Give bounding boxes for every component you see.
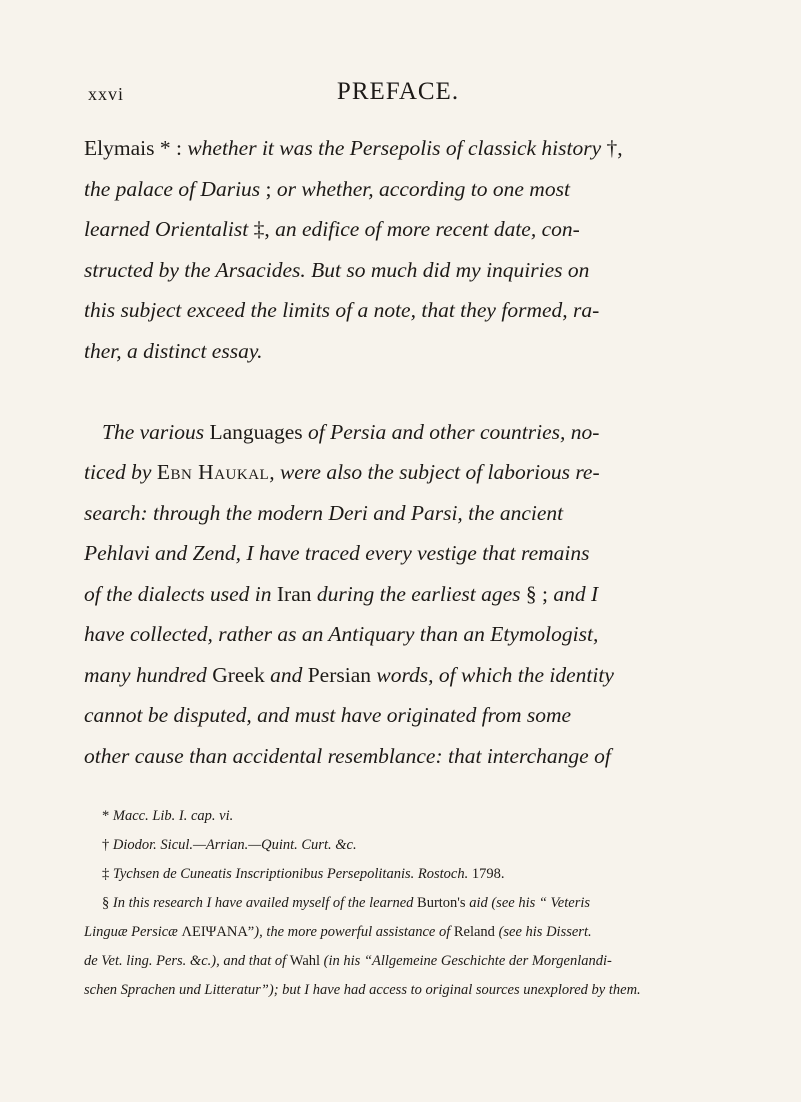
- text-run: The various: [102, 419, 210, 444]
- footnote-4-continued: [84, 947, 712, 976]
- page-title: PREFACE.: [336, 78, 460, 105]
- text-run: (see his Dissert.: [494, 924, 592, 940]
- footnote-4: [84, 889, 712, 918]
- footnote-mark: §: [102, 895, 113, 911]
- text-run: ticed by: [84, 460, 157, 484]
- paragraph-1-line: this subject exceed the limits of a note, that they formed, ra-: [84, 298, 600, 322]
- text-run: Wahl: [289, 953, 321, 969]
- text-run: during the earliest ages: [311, 581, 521, 606]
- paragraph-1-line: [84, 169, 704, 210]
- text-run: Iran: [276, 581, 312, 606]
- footnote-mark: †: [102, 837, 113, 853]
- footnote-mark: *: [102, 808, 113, 824]
- paragraph-1-line: structed by the Arsacides. But so much did my inquiries on: [84, 257, 590, 282]
- paragraph-1-line: [84, 209, 704, 250]
- paragraph-2-line: [84, 655, 704, 696]
- paragraph-1-line: ther, a distinct essay.: [84, 338, 263, 363]
- footnote-2: [84, 831, 712, 860]
- paragraph-2-line: [84, 412, 704, 453]
- paragraph-2-line: other cause than accidental resemblance: that interchange of: [84, 743, 611, 768]
- paragraph-1-line: [84, 128, 704, 169]
- text-run: words, of which the identity: [371, 662, 614, 687]
- text-run: or whether, according to one most: [276, 176, 570, 201]
- text-run: the palace of Darius: [84, 176, 261, 201]
- text-run: Ebn Haukal: [156, 460, 270, 484]
- paragraph-2-line: have collected, rather as an Antiquary than an Etymologist,: [84, 622, 599, 646]
- text-run: ), the more powerful assistance of: [254, 924, 454, 940]
- text-run: Persian: [307, 662, 372, 687]
- footnote-4-continued: schen Sprachen und Litteratur”); but I have had access to original sources unexplored by them.: [84, 982, 641, 998]
- body-text: [84, 128, 704, 776]
- paragraph-2-line: [84, 574, 704, 615]
- text-run: of the dialects used in: [84, 581, 277, 606]
- text-run: Burton's: [417, 895, 466, 911]
- text-run: Languages: [209, 419, 303, 444]
- footnote-text: Macc. Lib. I. cap. vi.: [112, 808, 234, 824]
- text-run: whether it was the Persepolis of classick history: [187, 136, 602, 160]
- text-run: Greek: [212, 662, 265, 687]
- paragraph-2-line: [84, 452, 704, 493]
- text-run: and: [264, 662, 308, 687]
- paragraph-2-line: cannot be disputed, and must have originated from some: [84, 703, 572, 727]
- text-run: Elymais * :: [84, 136, 188, 160]
- footnote-text: Tychsen de Cuneatis Inscriptionibus Persepolitanis. Rostoch.: [112, 866, 469, 882]
- footnote-text: Diodor. Sicul.—Arrian.—Quint. Curt. &c.: [112, 837, 357, 853]
- text-run: an edifice of more recent date, con-: [275, 217, 580, 241]
- text-run: , were also the subject of laborious re-: [269, 460, 600, 484]
- text-run: de Vet. ling. Pers. &c.), and that of: [84, 953, 290, 969]
- text-run: § ;: [520, 581, 554, 606]
- text-run: In this research I have availed myself of the learned: [112, 895, 418, 911]
- footnote-4-continued: [84, 918, 712, 947]
- text-run: Reland: [453, 924, 495, 940]
- text-run: aid (see his “ Veteris: [465, 895, 591, 911]
- footnote-3: [84, 860, 712, 889]
- text-run: †,: [601, 136, 623, 160]
- paragraph-gap: [84, 371, 704, 412]
- text-run: Linguæ Persicæ: [84, 924, 182, 940]
- footnote-year: 1798.: [468, 866, 505, 882]
- text-run: (in his “Allgemeine Geschichte der Morgenlandi-: [320, 953, 612, 969]
- page-header: [88, 78, 708, 108]
- text-run: ‡,: [248, 217, 276, 241]
- footnotes: [84, 802, 712, 1005]
- text-run: of Persia and other countries, no-: [302, 419, 600, 444]
- text-run: ΛΕΙΨΑΝΑ”: [181, 924, 255, 940]
- paragraph-2-line: search: through the modern Deri and Parsi, the ancient: [84, 500, 564, 525]
- text-run: and I: [553, 581, 599, 606]
- footnote-1: [84, 802, 712, 831]
- page-number: xxvi: [88, 84, 125, 104]
- text-run: ;: [260, 176, 277, 201]
- text-run: learned Orientalist: [84, 217, 249, 241]
- footnote-mark: ‡: [102, 866, 113, 882]
- text-run: many hundred: [84, 662, 213, 687]
- paragraph-2-line: Pehlavi and Zend, I have traced every vestige that remains: [84, 541, 590, 565]
